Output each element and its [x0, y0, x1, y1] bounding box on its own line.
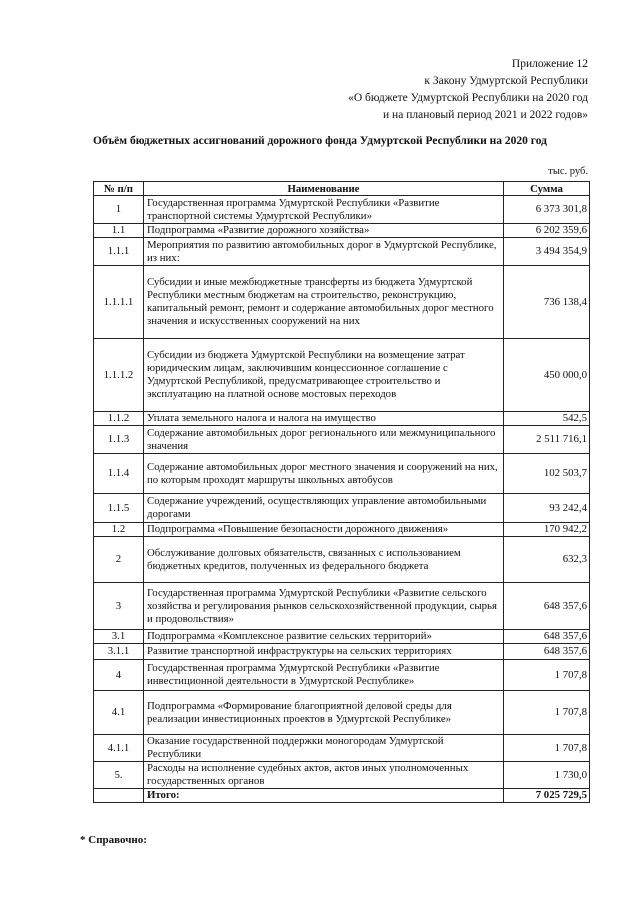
table-row — [94, 735, 590, 762]
row-sum: 2 511 716,1 — [504, 426, 590, 454]
table-row — [94, 691, 590, 735]
row-sum: 648 357,6 — [504, 630, 590, 644]
column-header-sum: Сумма — [504, 182, 590, 196]
table-body — [94, 196, 590, 803]
row-name: Уплата земельного налога и налога на имущество — [144, 412, 504, 426]
row-number: 4.1.1 — [94, 735, 144, 762]
row-sum: 1 730,0 — [504, 762, 590, 789]
table-row — [94, 196, 590, 224]
row-sum: 542,5 — [504, 412, 590, 426]
table-row — [94, 583, 590, 630]
row-number: 4 — [94, 660, 144, 691]
row-sum: 632,3 — [504, 537, 590, 583]
row-name: Мероприятия по развитию автомобильных дорог в Удмуртской Республике, из них: — [144, 238, 504, 266]
row-name: Содержание учреждений, осуществляющих управление автомобильными дорогами — [144, 494, 504, 523]
appendix-line: Приложение 12 — [511, 58, 588, 70]
table-row — [94, 339, 590, 412]
appendix-line: к Закону Удмуртской Республики — [424, 75, 588, 87]
table-row — [94, 224, 590, 238]
row-name: Подпрограмма «Формирование благоприятной деловой среды для реализации инвестиционных проектов в Удмуртской Республике» — [144, 691, 504, 735]
row-number: 2 — [94, 537, 144, 583]
row-name: Содержание автомобильных дорог местного значения и сооружений на них, по которым проходят маршруты школьных автобусов — [144, 454, 504, 494]
table-row — [94, 412, 590, 426]
row-name: Подпрограмма «Повышение безопасности дорожного движения» — [144, 523, 504, 537]
row-name: Государственная программа Удмуртской Республики «Развитие инвестиционной деятельности в Удмуртской Республике» — [144, 660, 504, 691]
row-number: 4.1 — [94, 691, 144, 735]
row-sum: 93 242,4 — [504, 494, 590, 523]
row-name: Подпрограмма «Развитие дорожного хозяйства» — [144, 224, 504, 238]
document-title: Объём бюджетных ассигнований дорожного фонда Удмуртской Республики на 2020 год — [93, 135, 547, 147]
row-number: 1.1.4 — [94, 454, 144, 494]
footnote: * Справочно: — [80, 834, 147, 846]
total-row — [94, 789, 590, 803]
row-number: 3.1.1 — [94, 644, 144, 660]
row-sum: 102 503,7 — [504, 454, 590, 494]
unit-label: тыс. руб. — [548, 166, 588, 177]
row-number: 3 — [94, 583, 144, 630]
row-number: 1.2 — [94, 523, 144, 537]
table-row — [94, 537, 590, 583]
total-empty-cell — [94, 789, 144, 803]
row-sum: 1 707,8 — [504, 735, 590, 762]
row-number: 1.1.5 — [94, 494, 144, 523]
row-name: Государственная программа Удмуртской Республики «Развитие транспортной системы Удмуртской Республики» — [144, 196, 504, 224]
row-name: Расходы на исполнение судебных актов, актов иных уполномоченных государственных органов — [144, 762, 504, 789]
row-sum: 170 942,2 — [504, 523, 590, 537]
table-row — [94, 494, 590, 523]
row-number: 1.1.1 — [94, 238, 144, 266]
table-row — [94, 523, 590, 537]
row-name: Государственная программа Удмуртской Республики «Развитие сельского хозяйства и регулирования рынков сельскохозяйственной продукции, сырья и продовольствия» — [144, 583, 504, 630]
table-row — [94, 660, 590, 691]
row-number: 1.1.1.2 — [94, 339, 144, 412]
row-number: 5. — [94, 762, 144, 789]
appendix-header — [348, 56, 588, 124]
row-sum: 450 000,0 — [504, 339, 590, 412]
budget-table — [93, 181, 590, 803]
row-sum: 648 357,6 — [504, 583, 590, 630]
row-number: 1.1.3 — [94, 426, 144, 454]
table-row — [94, 426, 590, 454]
row-sum: 6 373 301,8 — [504, 196, 590, 224]
column-header-number: № п/п — [94, 182, 144, 196]
row-sum: 3 494 354,9 — [504, 238, 590, 266]
row-name: Оказание государственной поддержки моногородам Удмуртской Республики — [144, 735, 504, 762]
row-number: 1.1 — [94, 224, 144, 238]
total-label: Итого: — [144, 789, 504, 803]
total-sum: 7 025 729,5 — [504, 789, 590, 803]
table-row — [94, 630, 590, 644]
row-sum: 1 707,8 — [504, 660, 590, 691]
row-name: Обслуживание долговых обязательств, связанных с использованием бюджетных кредитов, полученных из федерального бюджета — [144, 537, 504, 583]
row-name: Субсидии и иные межбюджетные трансферты из бюджета Удмуртской Республики местным бюджетам на строительство, реконструкцию, капитальный ремонт, ремонт и содержание автомобильных дорог местного значения и искусственных сооружений на них — [144, 266, 504, 339]
row-sum: 1 707,8 — [504, 691, 590, 735]
row-sum: 648 357,6 — [504, 644, 590, 660]
appendix-line: и на плановый период 2021 и 2022 годов» — [383, 109, 588, 121]
row-name: Развитие транспортной инфраструктуры на сельских территориях — [144, 644, 504, 660]
table-row — [94, 238, 590, 266]
table-row — [94, 644, 590, 660]
table-row — [94, 454, 590, 494]
row-name: Субсидии из бюджета Удмуртской Республики на возмещение затрат юридическим лицам, заключившим концессионное соглашение с Удмуртской Республикой, предусматривающее строительство и эксплуатацию на платной основе мостовых переходов — [144, 339, 504, 412]
row-number: 1 — [94, 196, 144, 224]
row-name: Подпрограмма «Комплексное развитие сельских территорий» — [144, 630, 504, 644]
row-name: Содержание автомобильных дорог регионального или межмуниципального значения — [144, 426, 504, 454]
row-number: 3.1 — [94, 630, 144, 644]
appendix-line: «О бюджете Удмуртской Республики на 2020 год — [348, 92, 588, 104]
row-sum: 736 138,4 — [504, 266, 590, 339]
table-row — [94, 762, 590, 789]
table-row — [94, 266, 590, 339]
row-number: 1.1.2 — [94, 412, 144, 426]
row-sum: 6 202 359,6 — [504, 224, 590, 238]
table-header-row — [94, 182, 590, 196]
column-header-name: Наименование — [144, 182, 504, 196]
row-number: 1.1.1.1 — [94, 266, 144, 339]
